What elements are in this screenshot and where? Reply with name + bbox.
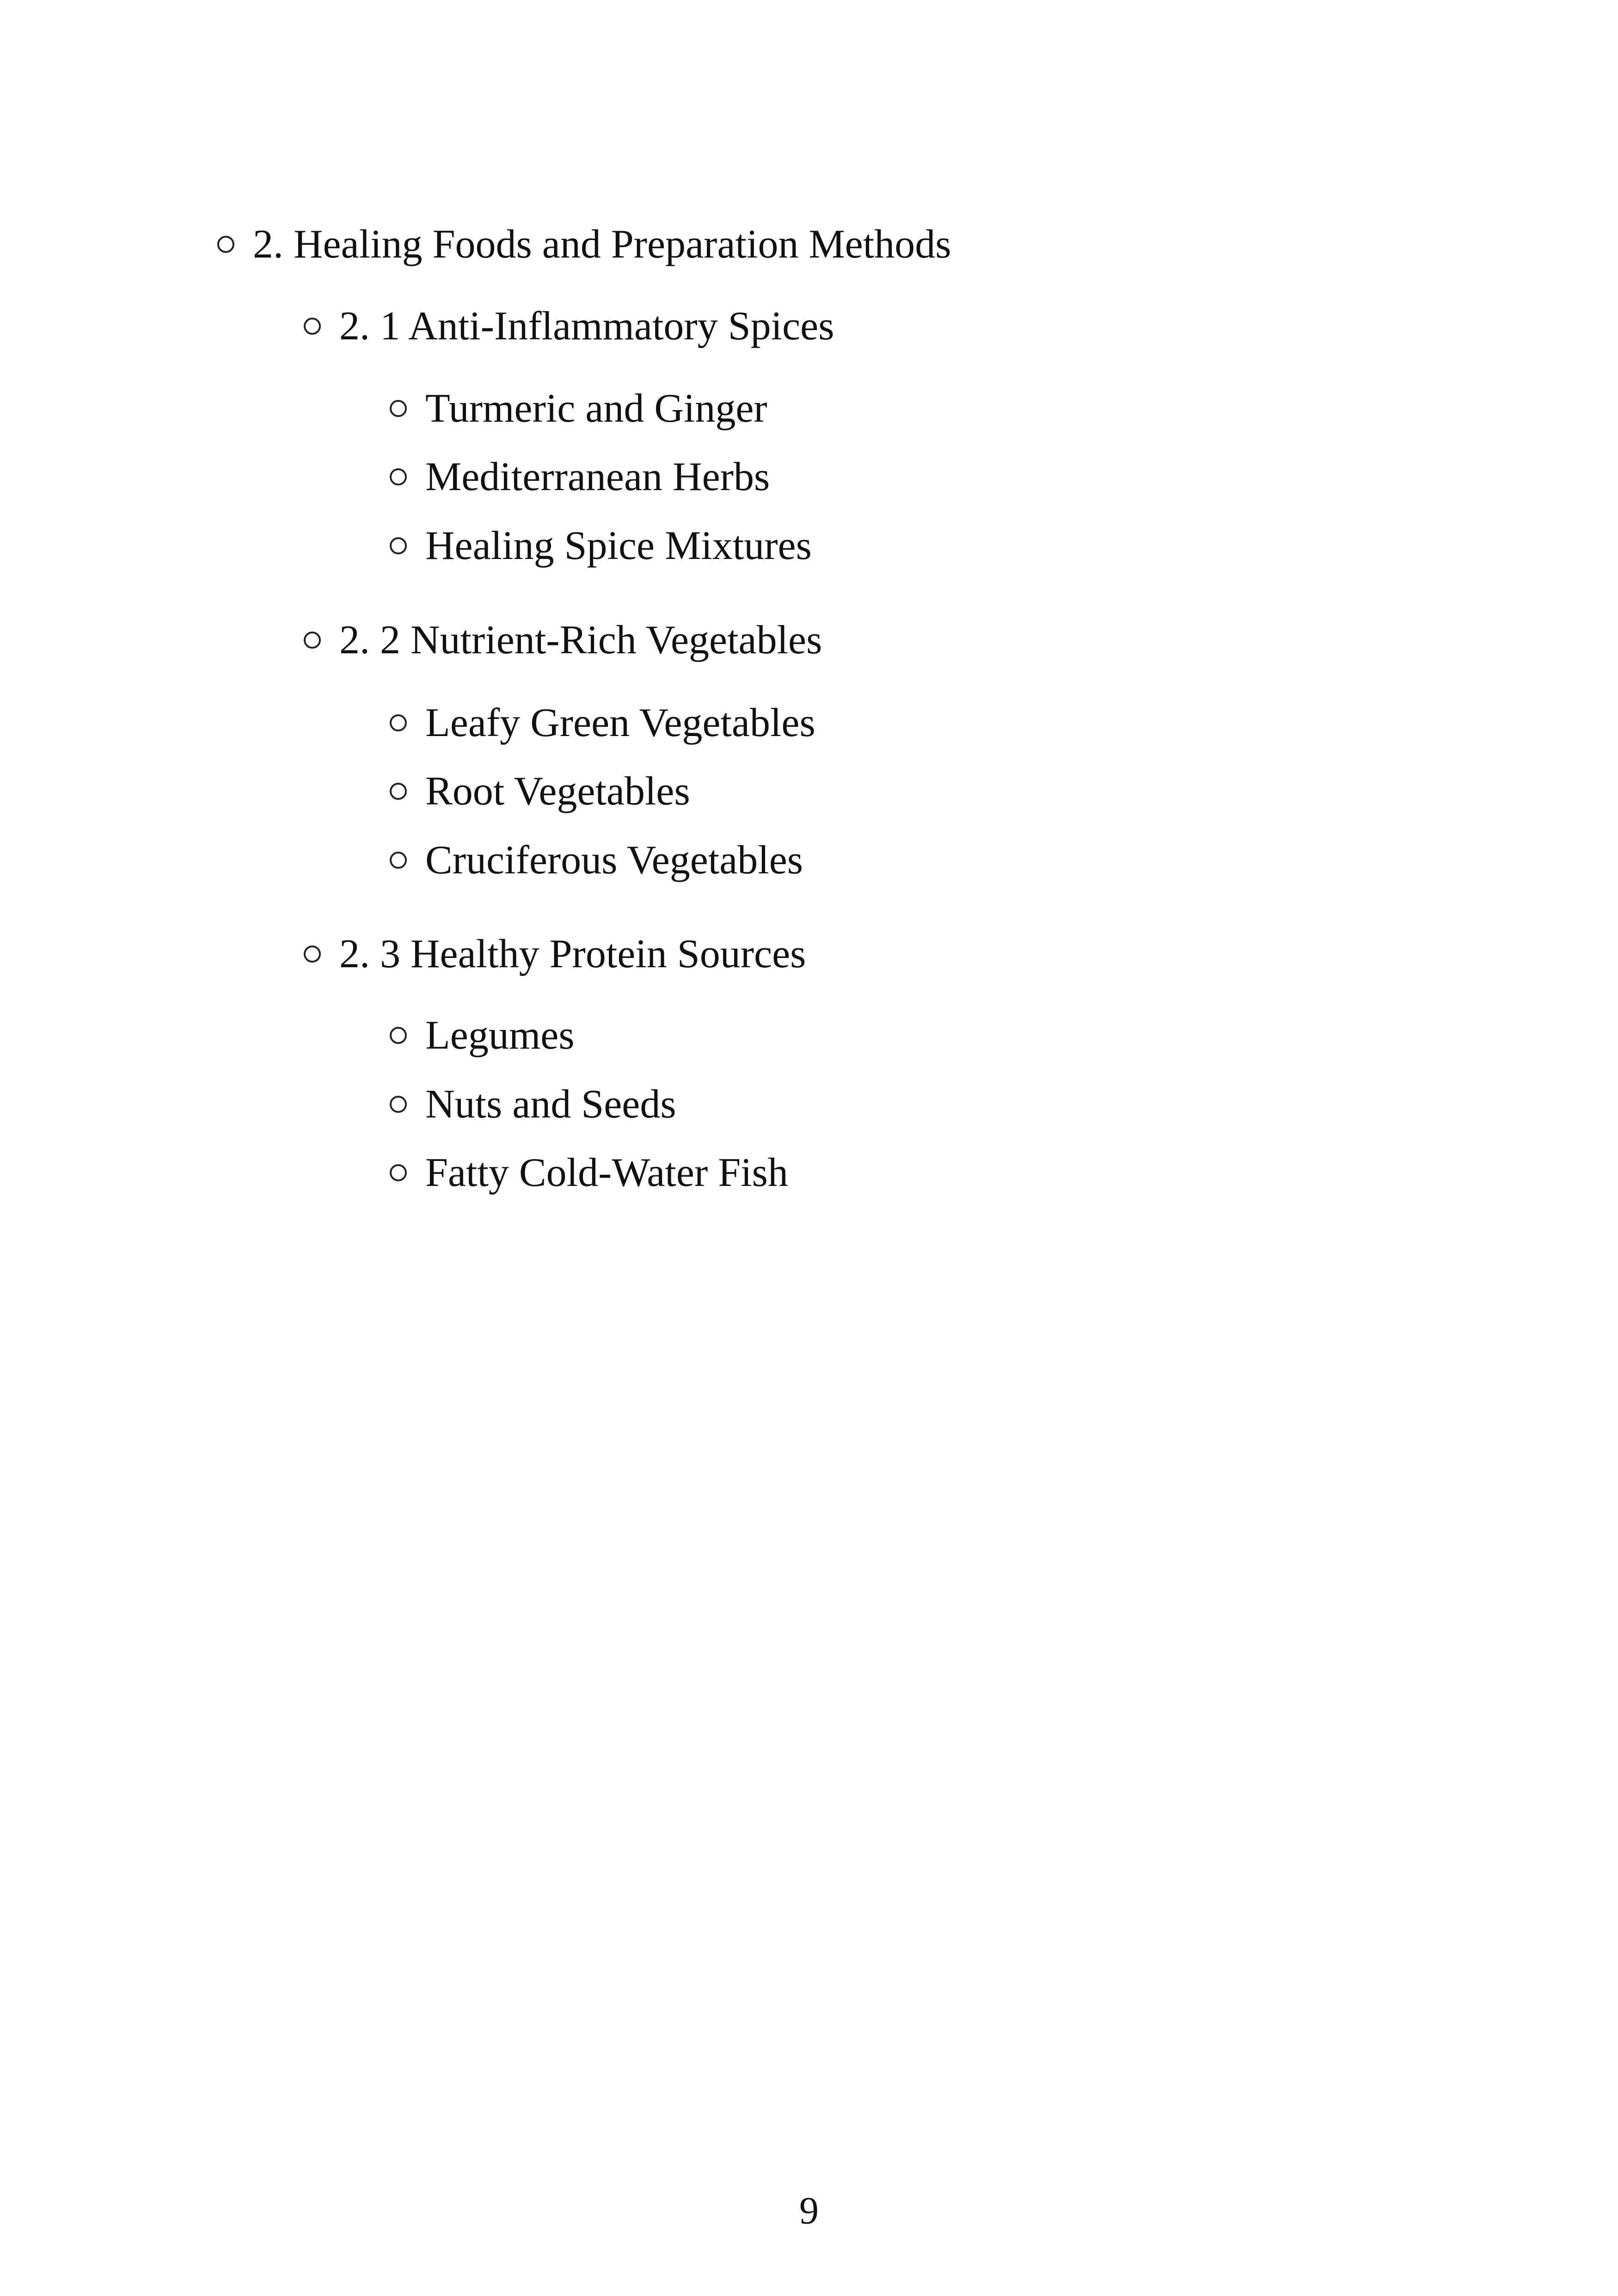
hollow-circle-bullet-icon — [390, 400, 407, 417]
topic-label: Root Vegetables — [425, 769, 690, 814]
subsection-title: 2. 2 Nutrient-Rich Vegetables — [339, 618, 822, 663]
outline-item-section — [217, 224, 951, 265]
topic-label: Mediterranean Herbs — [425, 454, 770, 499]
hollow-circle-bullet-icon — [304, 945, 321, 963]
subsection-title: 2. 1 Anti-Inflammatory Spices — [339, 304, 834, 349]
hollow-circle-bullet-icon — [217, 236, 234, 253]
section-title: 2. Healing Foods and Preparation Methods — [253, 222, 951, 267]
topic-label: Turmeric and Ginger — [425, 386, 767, 431]
topic-label: Fatty Cold-Water Fish — [425, 1150, 788, 1195]
hollow-circle-bullet-icon — [390, 537, 407, 554]
outline-item-topic — [390, 388, 767, 429]
topic-label: Legumes — [425, 1013, 575, 1058]
hollow-circle-bullet-icon — [390, 1027, 407, 1044]
outline-item-subsection — [304, 620, 822, 661]
topic-label: Cruciferous Vegetables — [425, 838, 803, 883]
subsection-title: 2. 3 Healthy Protein Sources — [339, 932, 806, 976]
page-number: 9 — [799, 2189, 819, 2232]
outline-item-subsection — [304, 934, 806, 975]
hollow-circle-bullet-icon — [390, 714, 407, 731]
topic-label: Nuts and Seeds — [425, 1082, 676, 1127]
outline-item-topic — [390, 700, 815, 745]
hollow-circle-bullet-icon — [390, 852, 407, 869]
outline-item-topic — [390, 840, 803, 881]
hollow-circle-bullet-icon — [390, 1164, 407, 1181]
hollow-circle-bullet-icon — [304, 318, 321, 335]
outline-item-topic — [390, 523, 812, 568]
outline-item-topic — [390, 1150, 788, 1195]
hollow-circle-bullet-icon — [304, 632, 321, 649]
topic-label: Leafy Green Vegetables — [425, 700, 815, 745]
outline-item-topic — [390, 771, 690, 812]
outline-item-topic — [390, 454, 770, 499]
hollow-circle-bullet-icon — [390, 468, 407, 485]
outline-item-topic — [390, 1015, 575, 1056]
hollow-circle-bullet-icon — [390, 783, 407, 800]
outline-item-subsection — [304, 306, 834, 347]
outline-item-topic — [390, 1084, 676, 1125]
topic-label: Healing Spice Mixtures — [425, 523, 812, 568]
hollow-circle-bullet-icon — [390, 1096, 407, 1113]
